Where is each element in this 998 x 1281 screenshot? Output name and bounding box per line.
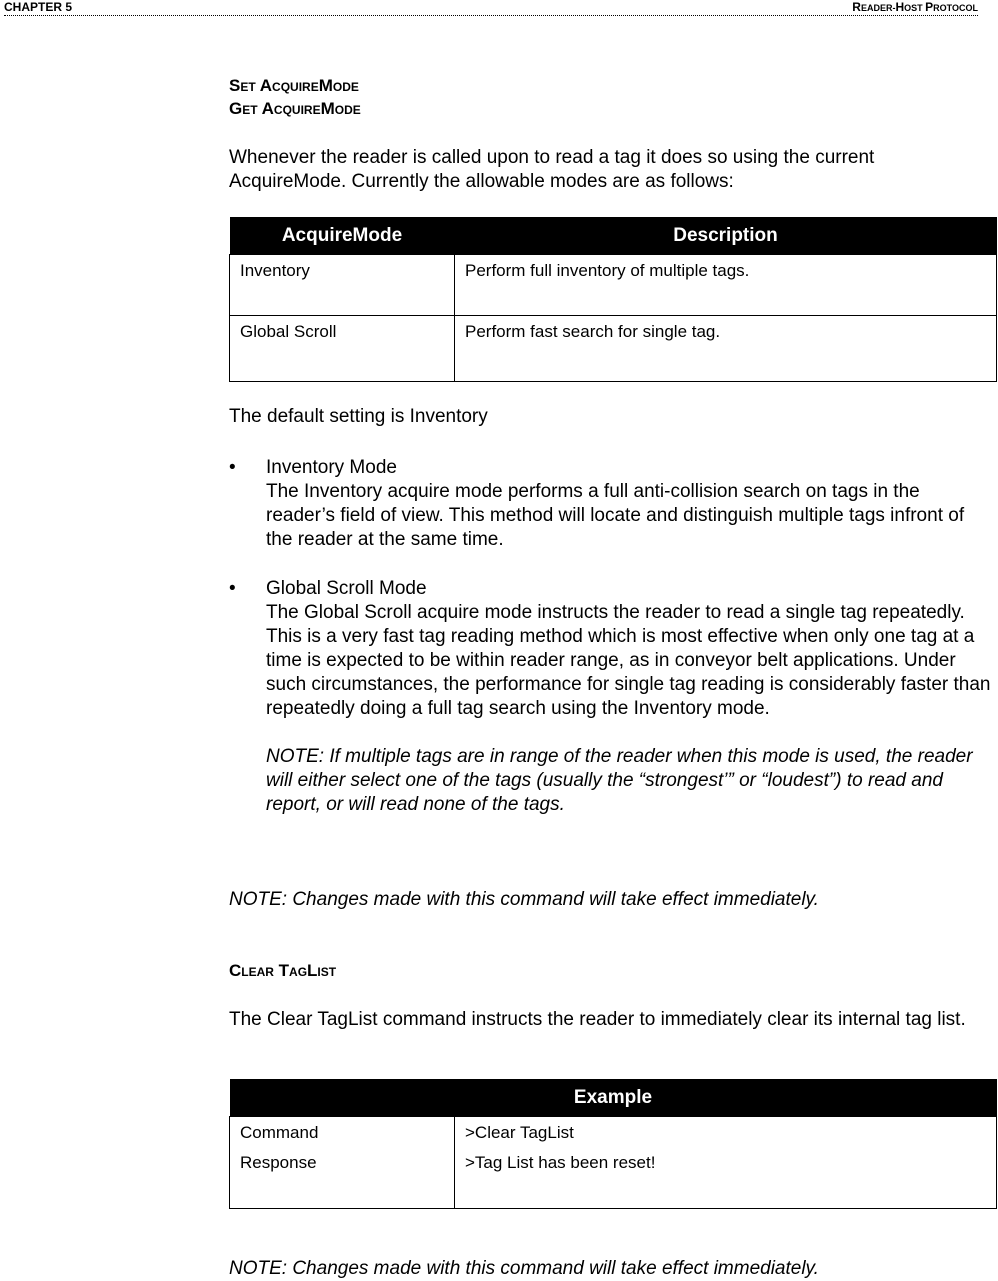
- command-label: Command: [240, 1123, 319, 1142]
- description-cell: Perform full inventory of multiple tags.: [455, 255, 997, 316]
- default-setting-text: The default setting is Inventory: [229, 406, 488, 427]
- table-row: [230, 316, 997, 382]
- bullet-icon: •: [229, 578, 236, 599]
- acquiremode-table: [229, 217, 997, 382]
- get-acquiremode-heading: Get AcquireMode: [229, 99, 361, 118]
- mode-cell: Inventory: [230, 255, 455, 316]
- clear-note: NOTE: Changes made with this command will take effect immediately.: [229, 1258, 819, 1279]
- set-acquiremode-heading: Set AcquireMode: [229, 76, 359, 95]
- acquire-note: NOTE: Changes made with this command will take effect immediately.: [229, 889, 819, 910]
- description-cell: Perform fast search for single tag.: [455, 316, 997, 382]
- list-item: [266, 577, 991, 817]
- example-values-cell: [455, 1117, 997, 1209]
- list-item: [266, 456, 991, 552]
- bullet-note: NOTE: If multiple tags are in range of the reader when this mode is used, the reader will either select one of the tags (usually the “strongest’” or “loudest”) to read and report, or will read none of the tags.: [266, 746, 973, 815]
- clear-intro: The Clear TagList command instructs the reader to immediately clear its internal tag list.: [229, 1009, 966, 1030]
- command-value: >Clear TagList: [465, 1123, 574, 1142]
- example-header: Example: [230, 1079, 997, 1117]
- chapter-label: CHAPTER 5: [4, 0, 73, 14]
- page-header: [4, 0, 978, 14]
- response-value: >Tag List has been reset!: [465, 1153, 656, 1172]
- col-header-acquiremode: AcquireMode: [230, 217, 455, 255]
- bullet-title: Inventory Mode: [266, 457, 397, 478]
- example-table: [229, 1079, 997, 1209]
- col-header-description: Description: [455, 217, 997, 255]
- clear-taglist-heading: Clear TagList: [229, 961, 337, 980]
- bullet-text: The Global Scroll acquire mode instructs the reader to read a single tag repeatedly. This is a very fast tag reading method which is most effective when only one tag at a time is expected to be within reader range, as in conveyor belt applications. Under such circumstances, the performance for single tag reading is considerably faster than repeatedly doing a full tag search using the Inventory mode.: [266, 602, 991, 719]
- table-row: [230, 1117, 997, 1209]
- acquire-intro: Whenever the reader is called upon to read a tag it does so using the current AcquireMode. Currently the allowable modes are as follows:: [229, 147, 875, 192]
- table-row: [230, 255, 997, 316]
- bullet-icon: •: [229, 457, 236, 478]
- response-label: Response: [240, 1153, 317, 1172]
- section-label: READER-HOST PROTOCOL: [852, 0, 978, 14]
- example-labels-cell: [230, 1117, 455, 1209]
- bullet-title: Global Scroll Mode: [266, 578, 427, 599]
- mode-cell: Global Scroll: [230, 316, 455, 382]
- header-rule: [4, 15, 978, 16]
- bullet-text: The Inventory acquire mode performs a full anti-collision search on tags in the reader’s field of view. This method will locate and distinguish multiple tags infront of the reader at the same time.: [266, 481, 965, 550]
